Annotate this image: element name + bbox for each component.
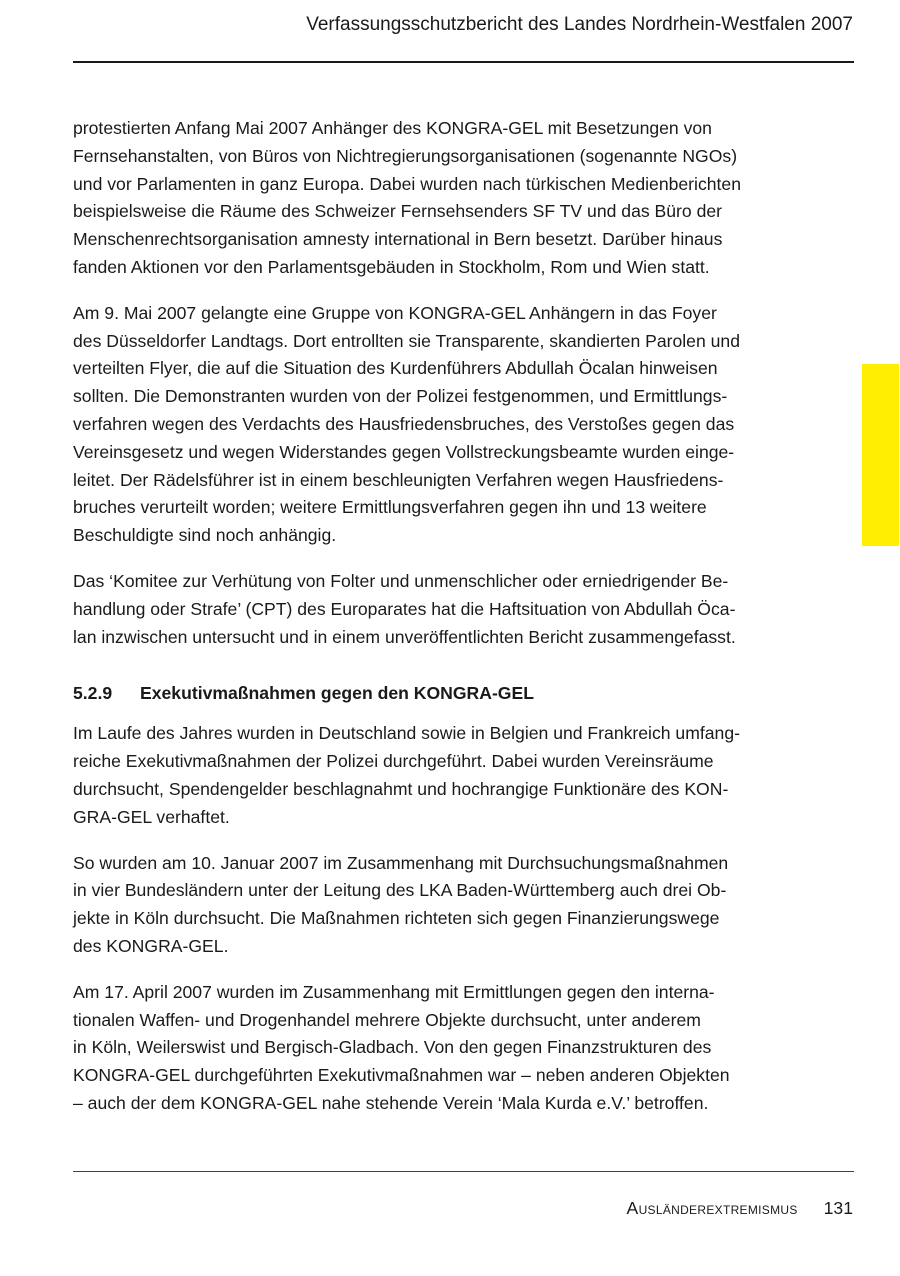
paragraph	[73, 850, 818, 961]
text-line: bruches verurteilt worden; weitere Ermittlungsverfahren gegen ihn und 13 weitere	[73, 497, 707, 518]
section-number: 5.2.9	[73, 683, 113, 704]
text-line: jekte in Köln durchsucht. Die Maßnahmen richteten sich gegen Finanzierungswege	[73, 908, 720, 929]
text-line: GRA-GEL verhaftet.	[73, 806, 230, 827]
paragraph	[73, 300, 818, 550]
text-line: handlung oder Strafe’ (CPT) des Europarates hat die Haftsituation von Abdullah Öca-	[73, 598, 736, 619]
text-line: fanden Aktionen vor den Parlamentsgebäuden in Stockholm, Rom und Wien statt.	[73, 256, 710, 277]
paragraph	[73, 979, 818, 1118]
text-line: Menschenrechtsorganisation amnesty international in Bern besetzt. Darüber hinaus	[73, 229, 723, 250]
text-line: protestierten Anfang Mai 2007 Anhänger des KONGRA-GEL mit Besetzungen von	[73, 118, 712, 138]
text-line: Fernsehanstalten, von Büros von Nichtregierungsorganisationen (sogenannte NGOs)	[73, 145, 738, 166]
page-body	[73, 115, 818, 1136]
footer-section-label: Ausländerextremismus	[626, 1198, 798, 1218]
text-line: leitet. Der Rädelsführer ist in einem beschleunigten Verfahren wegen Hausfriedens-	[73, 469, 724, 490]
text-line: Am 9. Mai 2007 gelangte eine Gruppe von KONGRA-GEL Anhängern in das Foyer	[73, 302, 717, 323]
text-line: tionalen Waffen- und Drogenhandel mehrere Objekte durchsucht, unter anderem	[73, 1009, 701, 1030]
text-line: sollten. Die Demonstranten wurden von der Polizei festgenommen, und Ermittlungs-	[73, 386, 728, 407]
section-title: Exekutivmaßnahmen gegen den KONGRA-GEL	[140, 683, 534, 704]
text-line: beispielsweise die Räume des Schweizer Fernsehsenders SF TV und das Büro der	[73, 201, 723, 222]
text-line: Am 17. April 2007 wurden im Zusammenhang mit Ermittlungen gegen den interna-	[73, 981, 715, 1002]
page-footer	[627, 1196, 853, 1220]
text-line: Das ‘Komitee zur Verhütung von Folter und unmenschlicher oder erniedrigender Be-	[73, 570, 729, 591]
text-line: in Köln, Weilerswist und Bergisch-Gladbach. Von den gegen Finanzstrukturen des	[73, 1037, 712, 1058]
text-line: des KONGRA-GEL.	[73, 935, 229, 956]
text-line: Vereinsgesetz und wegen Widerstandes gegen Vollstreckungsbeamte wurden einge-	[73, 441, 735, 462]
text-line: verfahren wegen des Verdachts des Hausfriedensbruches, des Verstoßes gegen das	[73, 413, 735, 434]
text-line: Beschuldigte sind noch anhängig.	[73, 525, 337, 546]
text-line: Im Laufe des Jahres wurden in Deutschland sowie in Belgien und Frankreich umfang-	[73, 723, 740, 744]
header-divider	[73, 61, 854, 63]
text-line: – auch der dem KONGRA-GEL nahe stehende Verein ‘Mala Kurda e.V.’ betroffen.	[73, 1092, 709, 1113]
text-line: und vor Parlamenten in ganz Europa. Dabei wurden nach türkischen Medienberichten	[73, 173, 741, 194]
chapter-side-marker	[862, 364, 899, 546]
text-line: in vier Bundesländern unter der Leitung des LKA Baden-Württemberg auch drei Ob-	[73, 880, 727, 901]
text-line: So wurden am 10. Januar 2007 im Zusammenhang mit Durchsuchungsmaßnahmen	[73, 852, 729, 873]
footer-divider	[73, 1171, 854, 1172]
paragraph	[73, 720, 818, 831]
text-line: lan inzwischen untersucht und in einem unveröffentlichten Bericht zusammengefasst.	[73, 626, 736, 647]
section-heading	[73, 680, 818, 707]
paragraph	[73, 568, 818, 651]
paragraphs-after-section	[73, 720, 818, 1117]
page-number: 131	[823, 1198, 853, 1218]
running-header-title: Verfassungsschutzbericht des Landes Nordrhein-Westfalen 2007	[306, 14, 853, 35]
paragraphs-before-section	[73, 115, 818, 651]
text-line: verteilten Flyer, die auf die Situation des Kurdenführers Abdullah Öcalan hinweisen	[73, 358, 718, 379]
text-line: des Düsseldorfer Landtags. Dort entrollten sie Transparente, skandierten Parolen und	[73, 330, 740, 351]
text-line: durchsucht, Spendengelder beschlagnahmt und hochrangige Funktionäre des KON-	[73, 778, 729, 799]
text-line: KONGRA-GEL durchgeführten Exekutivmaßnahmen war – neben anderen Objekten	[73, 1065, 730, 1086]
paragraph	[73, 115, 818, 282]
text-line: reiche Exekutivmaßnahmen der Polizei durchgeführt. Dabei wurden Vereinsräume	[73, 751, 714, 772]
